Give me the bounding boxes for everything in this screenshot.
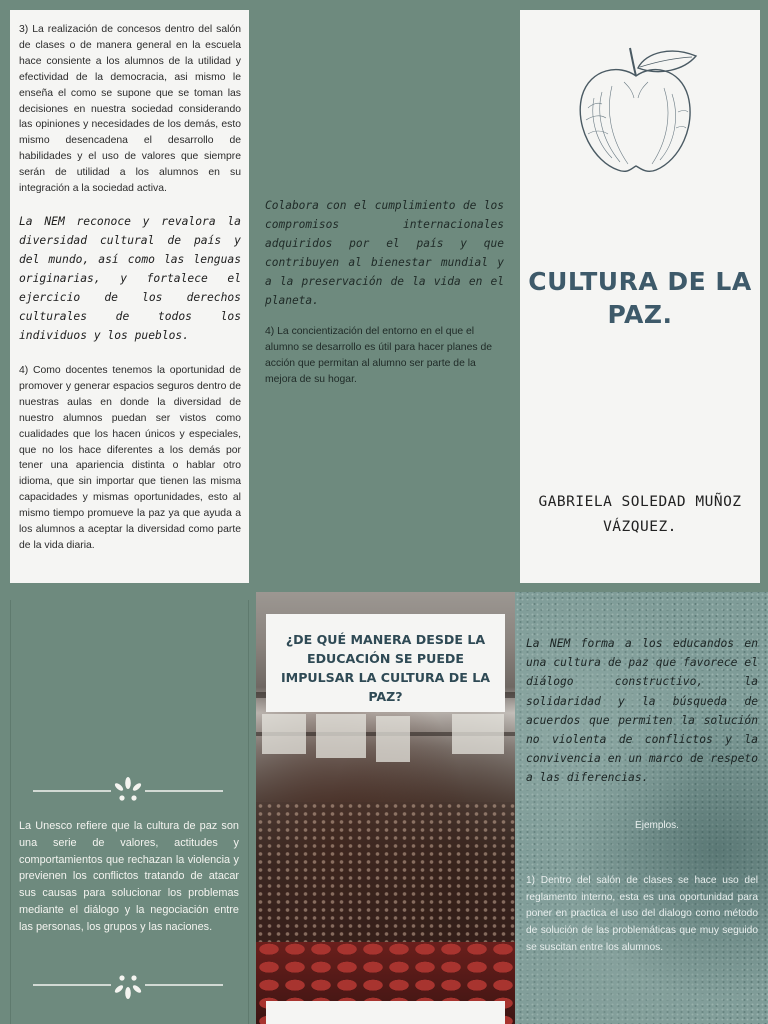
- nem-peace-culture: La NEM forma a los educandos en una cultura de paz que favorece el diálogo constructivo, la solidaridad y la búsqueda de acuerdos que permiten la solución no violenta de conflictos y la convivencia en un marco de respeto a las diferencias.: [526, 637, 758, 785]
- auditorium-photo-panel: [256, 592, 515, 1024]
- unesco-definition: La Unesco refiere que la cultura de paz son una serie de valores, actitudes y comportamientos que rechazan la violencia y previenen los conflictos tratando de atacar sus causas para solucionar los problemas mediante el diálogo y la negociación entre las personas, los grupos y las naciones.: [19, 820, 239, 933]
- photo-window: [376, 716, 410, 762]
- example-1: 1) Dentro del salón de clases se hace uso del reglamento interno, esta es una oportunidad para poner en practica el uso del dialogo como método de solución de las problemáticas que muy seguido se suscitan entre los alumnos.: [526, 874, 758, 954]
- paragraph-democracy: 3) La realización de concesos dentro del salón de clases o de manera general en la escuela hace consiente a los alumnos de la utilidad y efectividad de la democracia, asi mismo le enseña el como se supone que se toman las decisiones en nuestra sociedad considerando las opiniones y necesidades de los demás, esto mismo desencadena el desarrollo de habilidades y el uso de valores que siempre serán de utilidad a los alumnos en su integración a la sociedad activa.: [19, 24, 241, 195]
- flourish-divider-icon: [33, 776, 223, 806]
- photo-window: [452, 714, 504, 754]
- white-strip: [266, 1001, 505, 1024]
- photo-crowd: [256, 802, 515, 952]
- panel-unesco: [10, 600, 249, 1024]
- paragraph-safe-spaces: 4) Como docentes tenemos la oportunidad de promover y generar espacios seguros dentro de nuestras aulas en donde la diversidad de nuestro alumnos puedan ser vistos como cualidades que los hacen únicos y especiales, que no los hace diferentes a los demás por tener una apariencia distinta o hablar otro idioma, que sin importar que tienen las misma capacidades y mismas oportunidades, esto al mismo tiempo promueve la paz ya que ayuda a los alumnos a aceptar la diversidad como parte de la vida diaria.: [19, 364, 241, 551]
- document-title: CULTURA DE LA PAZ.: [528, 267, 752, 329]
- panel-middle-info: [256, 0, 514, 590]
- photo-window: [262, 714, 306, 754]
- examples-label: Ejemplos.: [635, 819, 679, 831]
- international-commitments-quote: Colabora con el cumplimiento de los compromisos internacionales adquiridos por el país y que contribuyen al bienestar mundial y a la preservación de la vida en el planeta.: [265, 199, 504, 307]
- paragraph-environment-awareness: 4) La concientización del entorno en el que el alumno se desarrollo es útil para hacer planes de acción que permitan al alumno ser parte de la mejora de su hogar.: [265, 326, 492, 385]
- nem-diversity-quote: La NEM reconoce y revalora la diversidad cultural de país y del mundo, así como las lenguas originarias, y fortalece el ejercicio de los derechos culturales de todos los individuos y los pueblos.: [19, 214, 241, 342]
- flourish-divider-icon: [33, 970, 223, 1000]
- question-box: [266, 614, 505, 712]
- photo-window: [316, 714, 366, 758]
- author-name: GABRIELA SOLEDAD MUÑOZ VÁZQUEZ.: [538, 494, 742, 535]
- panel-left-info: [10, 10, 249, 583]
- guiding-question: ¿DE QUÉ MANERA DESDE LA EDUCACIÓN SE PUEDE IMPULSAR LA CULTURA DE LA PAZ?: [280, 632, 491, 704]
- apple-icon: [572, 38, 700, 178]
- cover-panel: [520, 10, 760, 583]
- panel-nem-examples: [515, 592, 768, 1024]
